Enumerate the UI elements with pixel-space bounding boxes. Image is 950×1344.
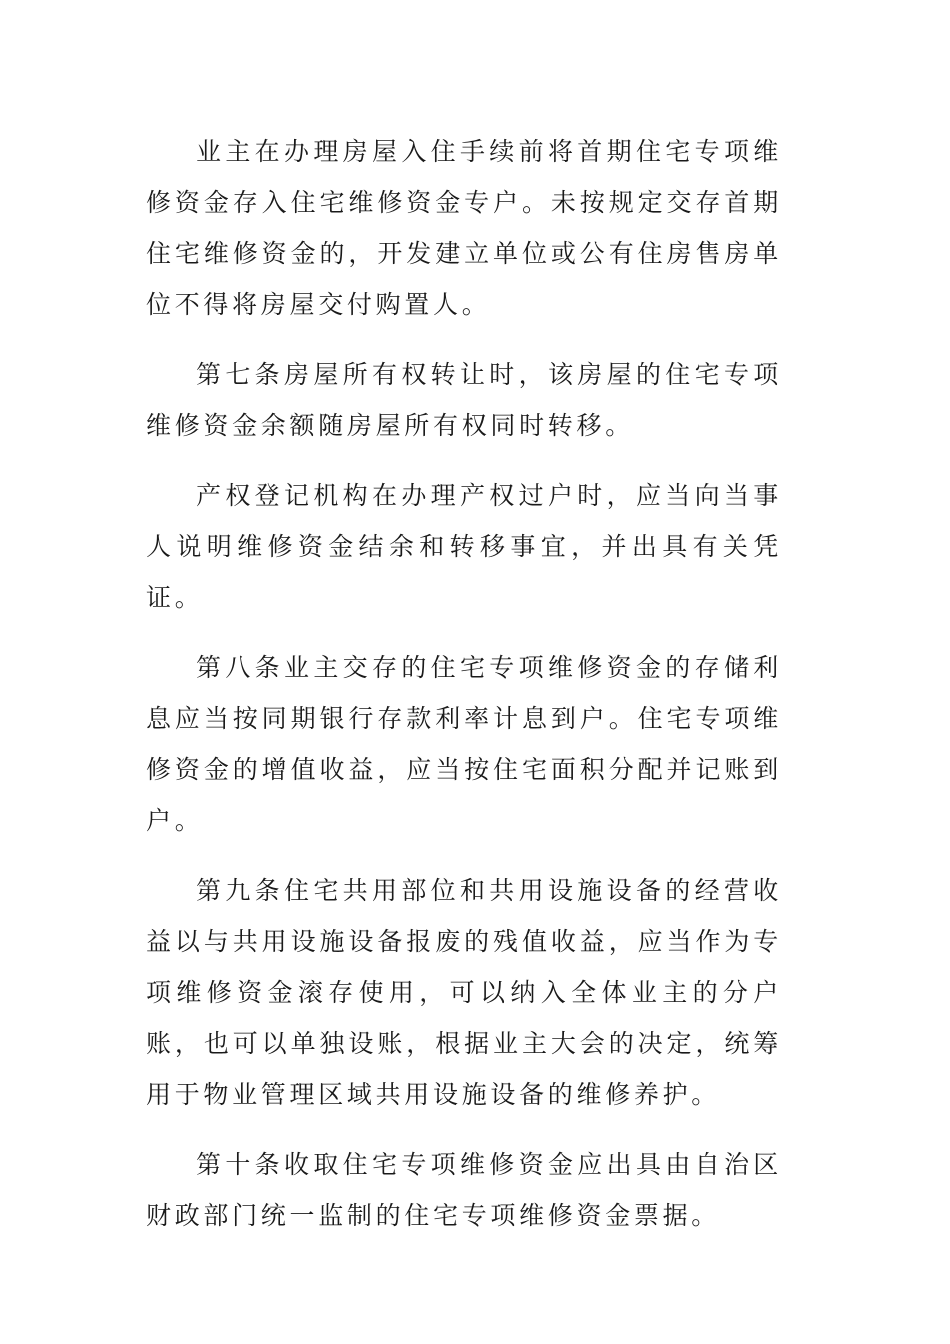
paragraph-article-7: 第七条房屋所有权转让时，该房屋的住宅专项维修资金余额随房屋所有权同时转移。 — [146, 360, 782, 440]
document-body — [146, 126, 782, 1260]
paragraph-article-9: 第九条住宅共用部位和共用设施设备的经营收益以与共用设施设备报废的残值收益，应当作为专项维修资金滚存使用，可以纳入全体业主的分户账，也可以单独设账，根据业主大会的决定，统筹用于物业管理区域共用设施设备的维修养护。 — [146, 876, 782, 1109]
paragraph-deposit-before-move-in: 业主在办理房屋入住手续前将首期住宅专项维修资金存入住宅维修资金专户。未按规定交存首期住宅维修资金的，开发建立单位或公有住房售房单位不得将房屋交付购置人。 — [146, 137, 782, 319]
paragraph-transfer-registration: 产权登记机构在办理产权过户时，应当向当事人说明维修资金结余和转移事宜，并出具有关凭证。 — [146, 481, 782, 612]
paragraph-article-8: 第八条业主交存的住宅专项维修资金的存储利息应当按同期银行存款利率计息到户。住宅专项维修资金的增值收益，应当按住宅面积分配并记账到户。 — [146, 653, 782, 835]
paragraph-article-10: 第十条收取住宅专项维修资金应出具由自治区财政部门统一监制的住宅专项维修资金票据。 — [146, 1150, 782, 1230]
